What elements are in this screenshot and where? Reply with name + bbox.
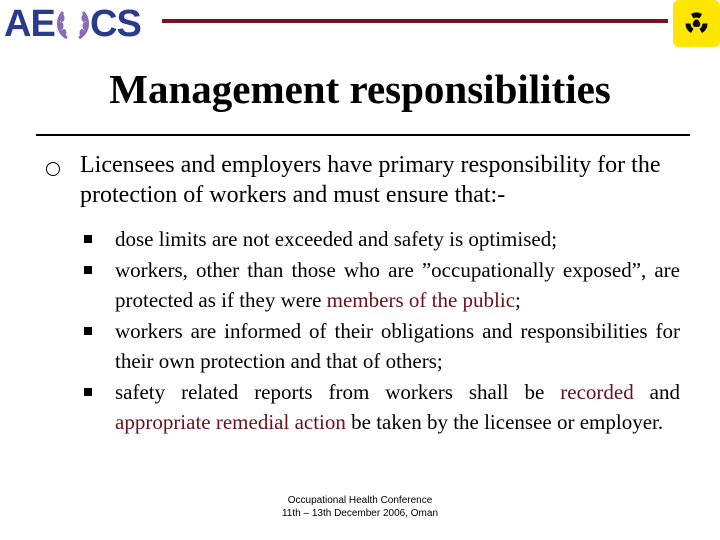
square-bullet-icon	[84, 266, 92, 274]
slide-title: Management responsibilities	[109, 66, 611, 112]
radiation-hazard-icon	[678, 5, 715, 42]
footer-conference: Occupational Health Conference	[287, 495, 433, 506]
highlighted-text: recorded	[560, 379, 634, 404]
hollow-bullet-icon	[46, 162, 60, 176]
logo-text-ae: AE	[4, 3, 55, 45]
radiation-hazard-badge	[673, 0, 720, 47]
title-underline	[36, 134, 690, 136]
footer-dates: 11th – 13th December 2006, Oman	[281, 508, 439, 519]
sub-point: workers, other than those who are ”occupationally exposed”, are protected as if they were members of the public;	[80, 255, 680, 316]
footer	[260, 494, 460, 520]
wreath-icon	[54, 4, 92, 44]
sub-point: workers are informed of their obligations and responsibilities for their own protection and that of others;	[80, 316, 680, 377]
highlighted-text: appropriate remedial action	[115, 410, 346, 434]
sub-point: dose limits are not exceeded and safety is optimised;	[80, 224, 680, 255]
highlighted-text: members of the public	[326, 288, 516, 312]
logo-text-cs: CS	[90, 3, 141, 45]
aecs-logo	[4, 4, 160, 44]
square-bullet-icon	[84, 235, 92, 243]
square-bullet-icon	[84, 327, 92, 335]
sub-point: safety related reports from workers shall be recorded and appropriate remedial action be taken by the licensee or employer.	[80, 377, 680, 438]
main-point: Licensees and employers have primary responsibility for the protection of workers and must ensure that:-	[80, 152, 661, 208]
sub-point-list	[80, 224, 680, 438]
square-bullet-icon	[84, 388, 92, 396]
header-divider	[162, 19, 668, 23]
